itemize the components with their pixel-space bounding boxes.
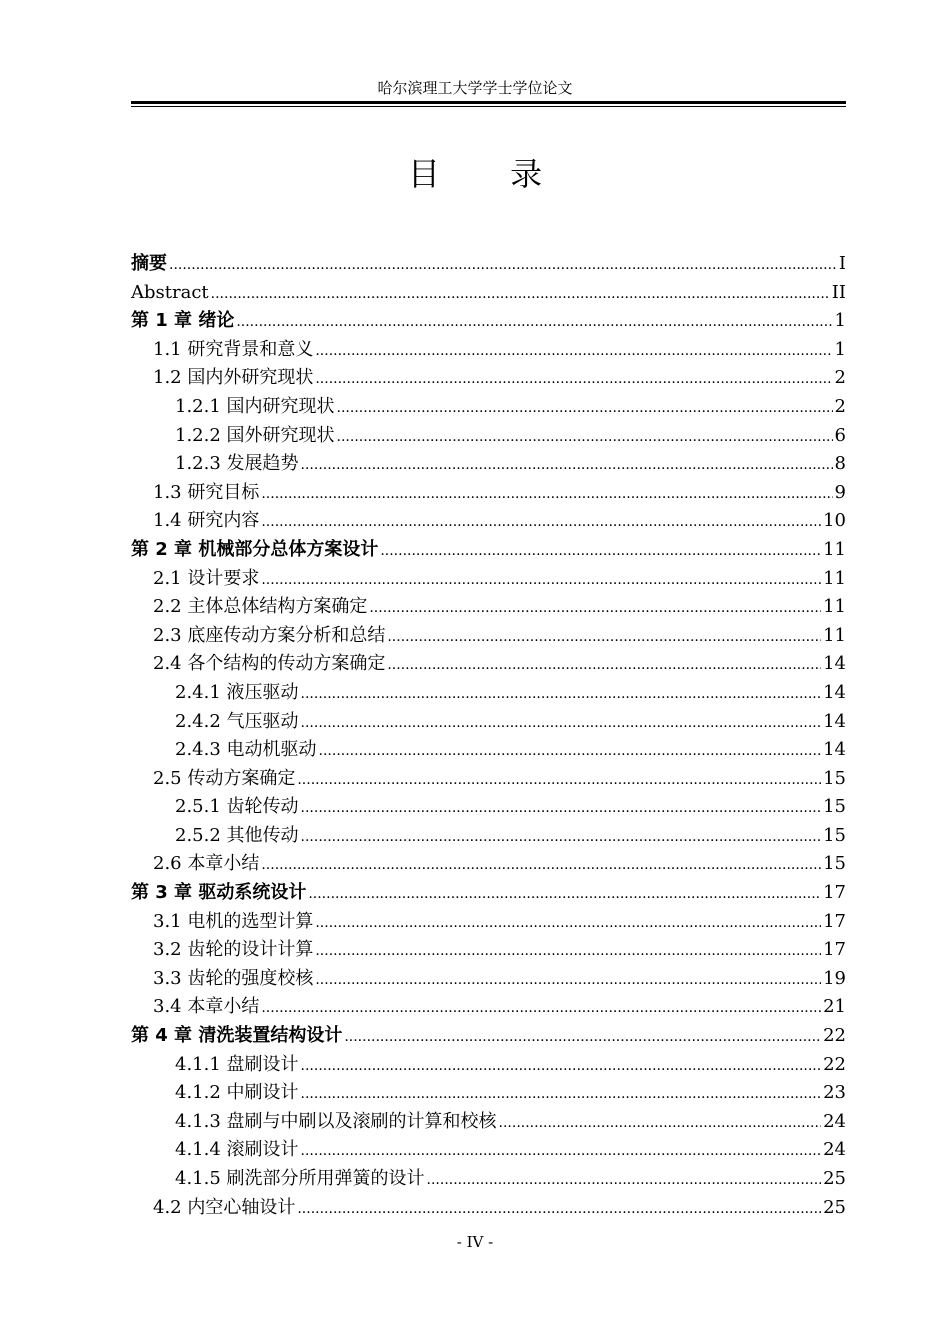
- toc-entry-page: 24: [823, 1110, 846, 1132]
- toc-entry-page: 11: [823, 567, 846, 589]
- toc-entry-page: I: [838, 253, 846, 274]
- toc-leader-dots: [301, 1079, 822, 1109]
- toc-entry-page: 6: [834, 424, 846, 446]
- toc-entry-page: 15: [823, 767, 846, 789]
- toc-entry-label: 3.2 齿轮的设计计算: [153, 939, 314, 961]
- toc-entry[interactable]: [131, 708, 846, 737]
- toc-entry-page: 2: [834, 367, 846, 389]
- toc-leader-dots: [315, 908, 821, 938]
- toc-entry-page: 25: [823, 1196, 846, 1218]
- toc-entry-label: 2.5.1 齿轮传动: [175, 796, 299, 818]
- toc-leader-dots: [301, 1051, 822, 1081]
- toc-leader-dots: [261, 479, 832, 509]
- toc-heading: 目 录: [407, 155, 573, 193]
- toc-entry[interactable]: [131, 279, 846, 308]
- toc-leader-dots: [315, 364, 832, 394]
- toc-entry-page: 25: [823, 1168, 846, 1189]
- toc-entry[interactable]: [131, 450, 846, 479]
- toc-entry[interactable]: [131, 1136, 846, 1165]
- toc-entry-label: 第 2 章 机械部分总体方案设计: [131, 538, 379, 560]
- toc-entry-page: 9: [834, 481, 846, 503]
- toc-entry-label: 1.2 国内外研究现状: [153, 367, 314, 389]
- toc-entry-label: 2.4 各个结构的传动方案确定: [153, 653, 386, 675]
- toc-entry-label: 4.1.2 中刷设计: [175, 1082, 299, 1104]
- toc-entry-page: 22: [823, 1053, 846, 1075]
- toc-entry[interactable]: [131, 650, 846, 679]
- toc-leader-dots: [261, 993, 821, 1023]
- toc-leader-dots: [387, 622, 821, 652]
- toc-leader-dots: [344, 1022, 821, 1052]
- toc-entry[interactable]: [131, 422, 846, 451]
- toc-entry-label: 2.6 本章小结: [153, 853, 260, 875]
- toc-entry-page: 15: [823, 796, 846, 818]
- toc-entry-page: 11: [823, 624, 846, 646]
- toc-entry[interactable]: [131, 393, 846, 422]
- toc-leader-dots: [261, 565, 821, 595]
- toc-leader-dots: [499, 1108, 822, 1138]
- toc-leader-dots: [387, 650, 821, 680]
- toc-leader-dots: [308, 879, 821, 909]
- toc-entry-page: 23: [823, 1082, 846, 1104]
- toc-entry-page: 14: [823, 710, 846, 732]
- toc-entry-label: 2.4.1 液压驱动: [175, 681, 299, 703]
- toc-entry-label: 2.3 底座传动方案分析和总结: [153, 624, 386, 646]
- toc-entry[interactable]: [131, 307, 846, 336]
- toc-entry-page: 14: [823, 739, 846, 761]
- toc-entry-label: 3.3 齿轮的强度校核: [153, 967, 314, 989]
- toc-entry-label: 第 1 章 绪论: [131, 310, 235, 332]
- header-rule-thick: [131, 101, 846, 104]
- toc-entry[interactable]: [131, 765, 846, 794]
- toc-entry-label: 1.4 研究内容: [153, 510, 260, 532]
- toc-leader-dots: [301, 822, 822, 852]
- running-header: 哈尔滨理工大学学士学位论文: [377, 79, 573, 97]
- toc-entry[interactable]: [131, 908, 846, 937]
- toc-entry-label: 2.1 设计要求: [153, 567, 260, 589]
- toc-entry-label: 第 4 章 清洗装置结构设计: [131, 1025, 343, 1047]
- toc-leader-dots: [380, 536, 821, 566]
- toc-entry-page: 14: [823, 681, 846, 703]
- toc-entry-label: 2.5.2 其他传动: [175, 824, 299, 846]
- toc-entry-page: 15: [823, 853, 846, 875]
- toc-entry[interactable]: [131, 850, 846, 879]
- table-of-contents: [131, 250, 846, 1222]
- toc-entry-label: 1.2.3 发展趋势: [175, 453, 299, 475]
- toc-entry-page: 19: [823, 967, 846, 989]
- toc-entry[interactable]: [131, 793, 846, 822]
- toc-entry-page: 11: [823, 596, 846, 618]
- toc-entry[interactable]: [131, 822, 846, 851]
- toc-leader-dots: [337, 422, 833, 452]
- toc-entry[interactable]: [131, 622, 846, 651]
- toc-entry-page: 14: [823, 653, 846, 675]
- toc-entry-page: 8: [834, 453, 846, 475]
- toc-leader-dots: [337, 393, 833, 423]
- toc-entry-label: 2.4.2 气压驱动: [175, 710, 299, 732]
- toc-entry[interactable]: [131, 479, 846, 508]
- toc-leader-dots: [297, 1194, 821, 1224]
- toc-leader-dots: [315, 936, 821, 966]
- toc-entry-label: 4.1.1 盘刷设计: [175, 1053, 299, 1075]
- toc-entry-label: 4.2 内空心轴设计: [153, 1196, 296, 1218]
- toc-entry-label: 1.2.1 国内研究现状: [175, 395, 335, 417]
- toc-entry[interactable]: [131, 965, 846, 994]
- toc-entry[interactable]: [131, 336, 846, 365]
- toc-leader-dots: [236, 307, 832, 337]
- toc-leader-dots: [315, 965, 821, 995]
- toc-entry-label: 4.1.3 盘刷与中刷以及滚刷的计算和校核: [175, 1110, 497, 1132]
- toc-entry-page: 1: [834, 310, 846, 332]
- toc-entry[interactable]: [131, 593, 846, 622]
- toc-entry-page: 10: [823, 510, 846, 532]
- toc-entry[interactable]: [131, 1108, 846, 1137]
- toc-entry-label: 3.4 本章小结: [153, 996, 260, 1018]
- toc-entry-label: 4.1.5 刷洗部分所用弹簧的设计: [175, 1168, 425, 1189]
- toc-entry-label: 3.1 电机的选型计算: [153, 910, 314, 932]
- toc-entry[interactable]: [131, 536, 846, 565]
- toc-entry[interactable]: [131, 1165, 846, 1194]
- toc-entry[interactable]: [131, 879, 846, 908]
- toc-entry[interactable]: [131, 565, 846, 594]
- toc-entry-label: 2.5 传动方案确定: [153, 767, 296, 789]
- toc-entry-label: 摘要: [131, 253, 167, 274]
- toc-entry[interactable]: [131, 993, 846, 1022]
- toc-leader-dots: [301, 708, 822, 738]
- toc-entry[interactable]: [131, 1194, 846, 1223]
- toc-entry-page: 17: [823, 939, 846, 961]
- toc-leader-dots: [169, 250, 837, 280]
- toc-leader-dots: [301, 450, 833, 480]
- toc-entry-page: II: [831, 281, 846, 303]
- toc-leader-dots: [301, 793, 822, 823]
- toc-entry-label: 1.2.2 国外研究现状: [175, 424, 335, 446]
- toc-entry[interactable]: [131, 250, 846, 279]
- toc-entry-page: 1: [834, 338, 846, 360]
- toc-entry-label: 1.3 研究目标: [153, 481, 260, 503]
- toc-leader-dots: [211, 279, 830, 309]
- toc-entry[interactable]: [131, 679, 846, 708]
- toc-leader-dots: [297, 765, 821, 795]
- toc-entry-label: 2.2 主体总体结构方案确定: [153, 596, 368, 618]
- toc-entry[interactable]: [131, 1022, 846, 1051]
- toc-entry-page: 22: [823, 1025, 846, 1047]
- toc-leader-dots: [261, 507, 821, 537]
- toc-leader-dots: [301, 1136, 822, 1166]
- toc-leader-dots: [427, 1165, 822, 1195]
- toc-leader-dots: [369, 593, 821, 623]
- toc-entry[interactable]: [131, 1051, 846, 1080]
- page-number: - IV -: [456, 1233, 494, 1251]
- toc-entry[interactable]: [131, 507, 846, 536]
- toc-entry[interactable]: [131, 1079, 846, 1108]
- toc-entry-page: 17: [823, 882, 846, 904]
- toc-entry-label: Abstract: [131, 281, 209, 303]
- toc-entry-label: 2.4.3 电动机驱动: [175, 739, 317, 761]
- toc-leader-dots: [261, 850, 821, 880]
- toc-entry-label: 第 3 章 驱动系统设计: [131, 882, 307, 904]
- toc-entry-page: 15: [823, 824, 846, 846]
- toc-leader-dots: [315, 336, 832, 366]
- header-rule-thin: [131, 106, 846, 107]
- toc-entry-page: 2: [834, 395, 846, 417]
- toc-entry-page: 21: [823, 996, 846, 1018]
- toc-entry-label: 1.1 研究背景和意义: [153, 338, 314, 360]
- toc-entry[interactable]: [131, 364, 846, 393]
- toc-entry[interactable]: [131, 936, 846, 965]
- toc-entry-page: 17: [823, 910, 846, 932]
- toc-entry-page: 24: [823, 1139, 846, 1161]
- toc-entry-label: 4.1.4 滚刷设计: [175, 1139, 299, 1161]
- toc-entry-page: 11: [823, 538, 846, 560]
- toc-entry[interactable]: [131, 736, 846, 765]
- toc-leader-dots: [301, 679, 822, 709]
- toc-leader-dots: [319, 736, 822, 766]
